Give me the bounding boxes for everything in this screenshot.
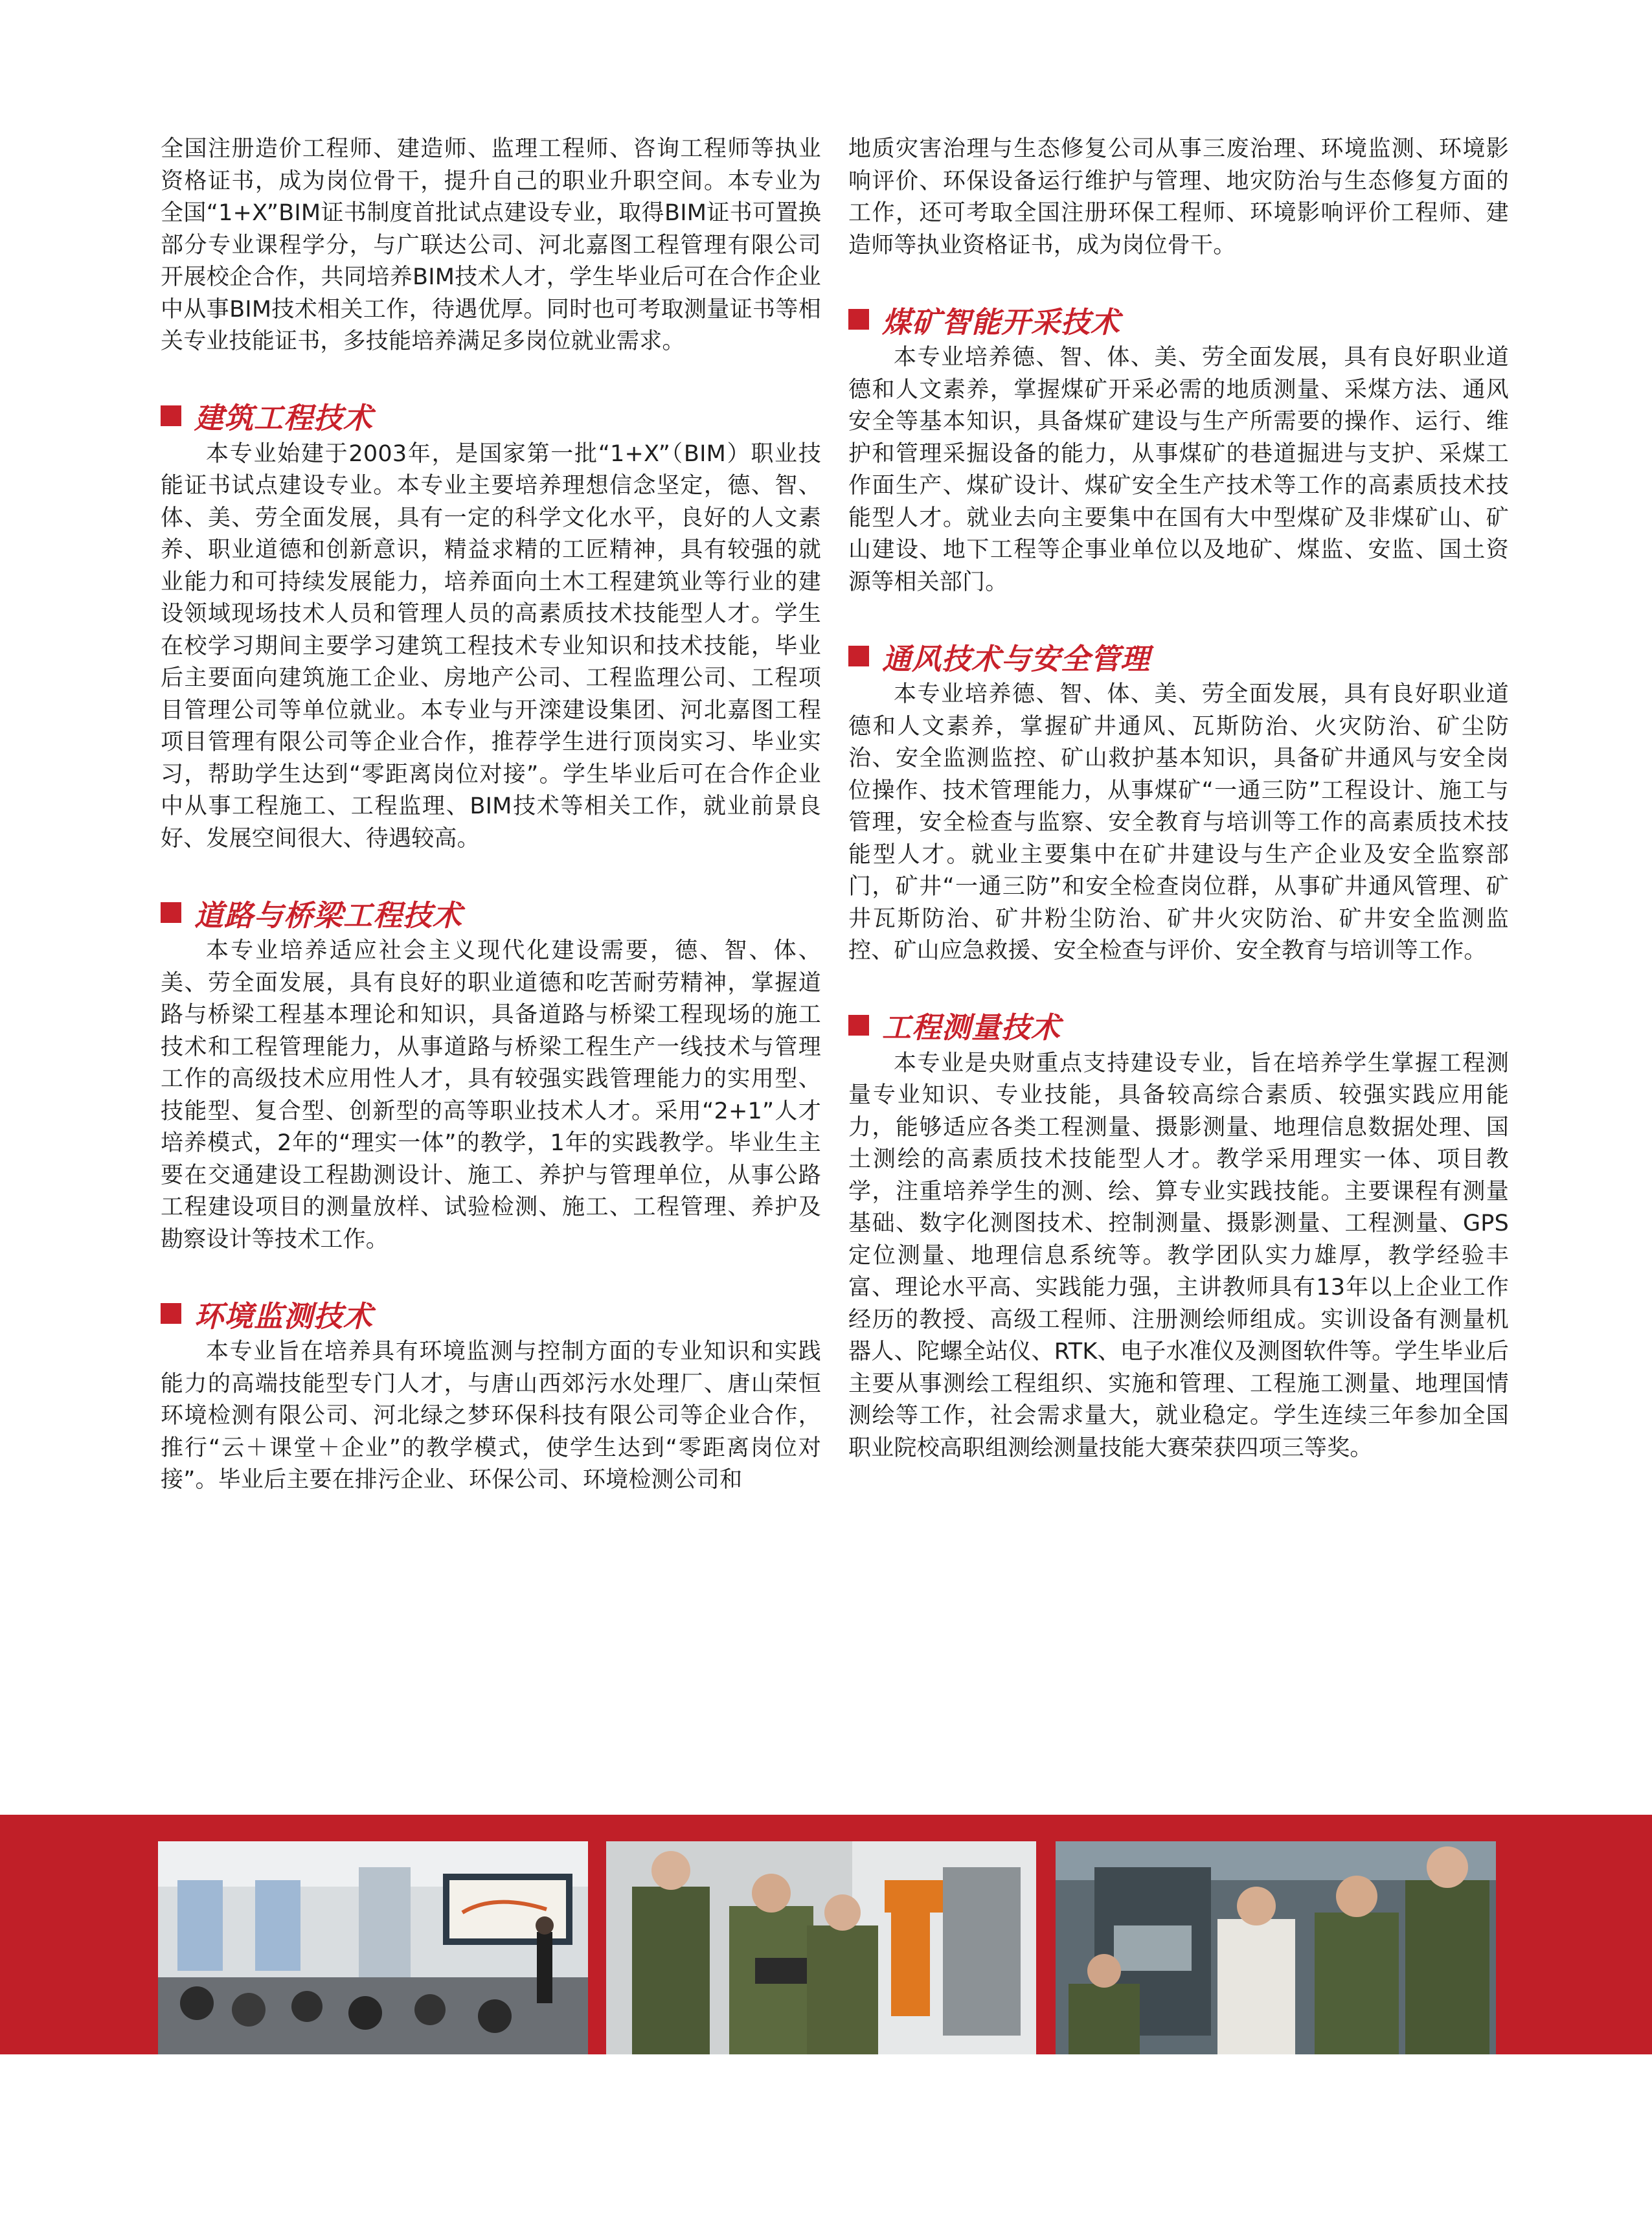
left-column [161,133,821,1497]
bullet-square-icon [161,405,181,426]
section-environment-monitoring [161,1295,821,1497]
section-heading [848,301,1509,338]
section-body: 本专业是央财重点支持建设专业，旨在培养学生掌握工程测量专业知识、专业技能，具备较高综合素质、较强实践应用能力，能够适应各类工程测量、摄影测量、地理信息数据处理、国土测绘的高素质技术技能型人才。教学采用理实一体、项目教学，注重培养学生的测、绘、算专业实践技能。主要课程有测量基础、数字化测图技术、控制测量、摄影测量、工程测量、GPS定位测量、地理信息系统等。教学团队实力雄厚，教学经验丰富、理论水平高、实践能力强，主讲教师具有13年以上企业工作经历的教授、高级工程师、注册测绘师组成。实训设备有测量机器人、陀螺全站仪、RTK、电子水准仪及测图软件等。学生毕业后主要从事测绘工程组织、实施和管理、工程施工测量、地理国情测绘等工作，社会需求量大，就业稳定。学生连续三年参加全国职业院校高职组测绘测量技能大赛荣获四项三等奖。 [848,1050,1509,1461]
section-road-bridge [161,894,821,1256]
section-surveying [848,1006,1509,1465]
photo-classroom [158,1841,588,2055]
photo-machining-workshop [1056,1841,1496,2055]
bullet-square-icon [848,309,869,330]
section-heading [848,637,1509,675]
section-ventilation-safety [848,637,1509,968]
left-intro-paragraph: 全国注册造价工程师、建造师、监理工程师、咨询工程师等执业资格证书，成为岗位骨干，提升自己的职业升职空间。本专业为全国“1+X”BIM证书制度首批试点建设专业，取得BIM证书可置换部分专业课程学分，与广联达公司、河北嘉图工程管理有限公司开展校企合作，共同培养BIM技术人才，学生毕业后可在合作企业中从事BIM技术相关工作，待遇优厚。同时也可考取测量证书等相关专业技能证书，多技能培养满足多岗位就业需求。 [161,136,821,354]
section-body: 本专业培养德、智、体、美、劳全面发展，具有良好职业道德和人文素养，掌握煤矿开采必需的地质测量、采煤方法、通风安全等基本知识，具备煤矿建设与生产所需要的操作、运行、维护和管理采掘设备的能力，从事煤矿的巷道掘进与支护、采煤工作面生产、煤矿设计、煤矿安全生产技术等工作的高素质技术技能型人才。就业去向主要集中在国有大中型煤矿及非煤矿山、矿山建设、地下工程等企事业单位以及地矿、煤监、安监、国土资源等相关部门。 [848,345,1509,595]
bullet-square-icon [848,1015,869,1036]
photo-robot-training [606,1841,1036,2055]
right-column [848,133,1509,1464]
bullet-square-icon [848,646,869,666]
section-body: 本专业旨在培养具有环境监测与控制方面的专业知识和实践能力的高端技能型专门人才，与唐山西郊污水处理厂、唐山荣恒环境检测有限公司、河北绿之梦环保科技有限公司等企业合作，推行“云＋课堂＋企业”的教学模式，使学生达到“零距离岗位对接”。毕业后主要在排污企业、环保公司、环境检测公司和 [161,1339,821,1493]
section-heading [161,894,821,931]
section-heading [161,1295,821,1332]
section-body: 本专业培养适应社会主义现代化建设需要，德、智、体、美、劳全面发展，具有良好的职业道德和吃苦耐劳精神，掌握道路与桥梁工程基本理论和知识，具备道路与桥梁工程现场的施工技术和工程管理能力，从事道路与桥梁工程生产一线技术与管理工作的高级技术应用性人才，具有较强实践管理能力的实用型、技能型、复合型、创新型的高等职业技术人才。采用“2+1”人才培养模式，2年的“理实一体”的教学，1年的实践教学。毕业生主要在交通建设工程勘测设计、施工、养护与管理单位，从事公路工程建设项目的测量放样、试验检测、施工、工程管理、养护及勘察设计等技术工作。 [161,938,821,1253]
section-body: 本专业始建于2003年，是国家第一批“1+X”（BIM）职业技能证书试点建设专业。本专业主要培养理想信念坚定，德、智、体、美、劳全面发展，具有一定的科学文化水平，良好的人文素养、职业道德和创新意识，精益求精的工匠精神，具有较强的就业能力和可持续发展能力，培养面向土木工程建筑业等行业的建设领域现场技术人员和管理人员的高素质技术技能型人才。学生在校学习期间主要学习建筑工程技术专业知识和技术技能，毕业后主要面向建筑施工企业、房地产公司、工程监理公司、工程项目管理公司等单位就业。本专业与开滦建设集团、河北嘉图工程项目管理有限公司等企业合作，推荐学生进行顶岗实习、毕业实习，帮助学生达到“零距离岗位对接”。学生毕业后可在合作企业中从事工程施工、工程监理、BIM技术等相关工作，就业前景良好、发展空间很大、待遇较高。 [161,440,821,852]
section-title: 通风技术与安全管理 [882,641,1151,676]
section-title: 环境监测技术 [194,1299,374,1334]
section-building-engineering [161,397,821,856]
section-heading [161,397,821,435]
section-title: 工程测量技术 [882,1010,1061,1045]
page-bottom-margin [0,2054,1652,2226]
section-coal-mining [848,301,1509,598]
section-title: 建筑工程技术 [194,401,374,435]
section-title: 煤矿智能开采技术 [882,304,1121,339]
section-body: 本专业培养德、智、体、美、劳全面发展，具有良好职业道德和人文素养，掌握矿井通风、瓦斯防治、火灾防治、矿尘防治、安全监测监控、矿山救护基本知识，具备矿井通风与安全岗位操作、技术管理能力，从事煤矿“一通三防”工程设计、施工与管理，安全检查与监察、安全教育与培训等工作的高素质技术技能型人才。就业主要集中在矿井建设与生产企业及安全监察部门，矿井“一通三防”和安全检查岗位群，从事矿井通风管理、矿井瓦斯防治、矿井粉尘防治、矿井火灾防治、矿井安全监测监控、矿山应急救援、安全检查与评价、安全教育与培训等工作。 [848,681,1509,964]
bullet-square-icon [161,902,181,923]
right-intro-paragraph: 地质灾害治理与生态修复公司从事三废治理、环境监测、环境影响评价、环保设备运行维护与管理、地灾防治与生态修复方面的工作，还可考取全国注册环保工程师、环境影响评价工程师、建造师等执业资格证书，成为岗位骨干。 [848,136,1509,258]
bullet-square-icon [161,1303,181,1324]
section-heading [848,1006,1509,1044]
section-title: 道路与桥梁工程技术 [194,898,463,933]
